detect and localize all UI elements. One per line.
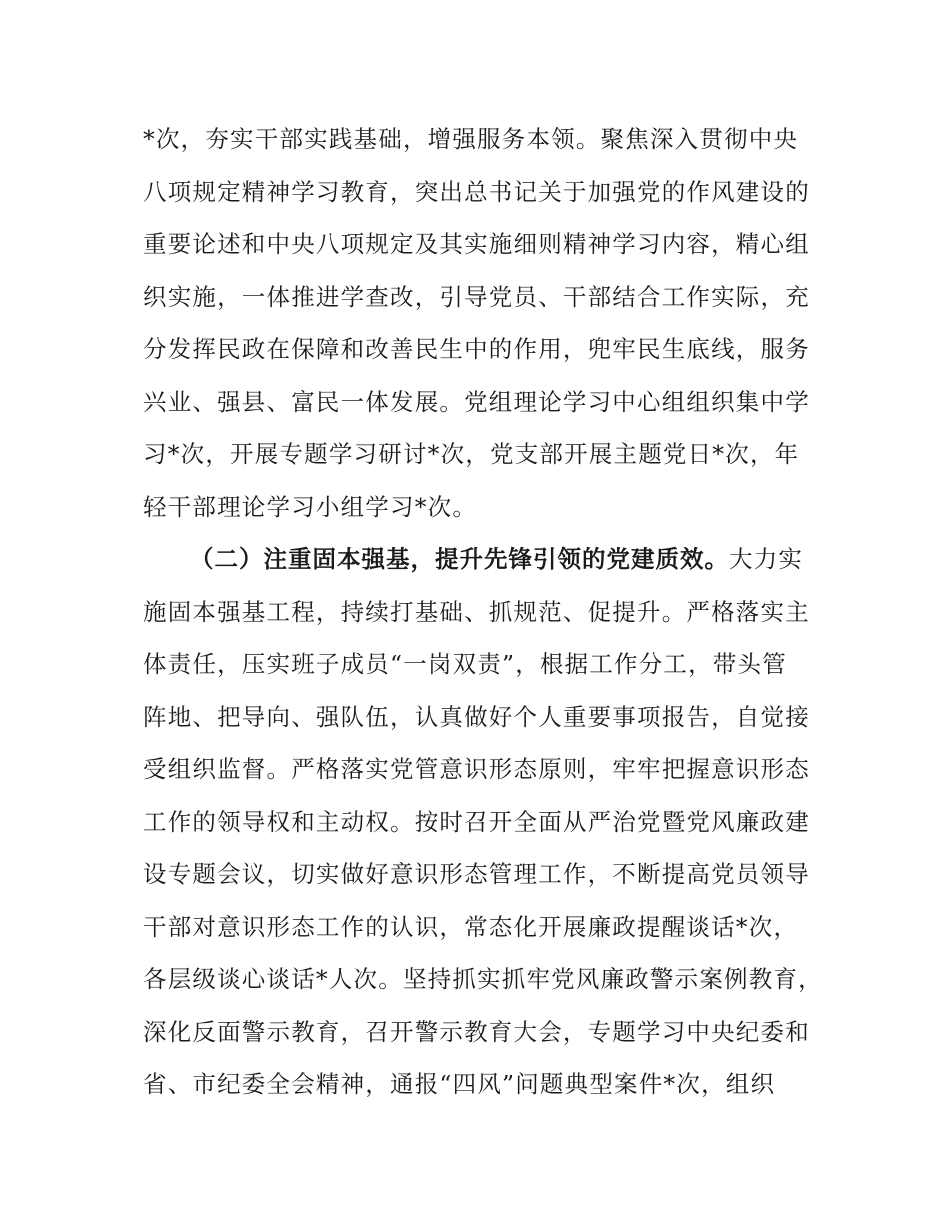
text-line: 省、市纪委全会精神，通报“四风”问题典型案件*次，组织 (143, 1070, 776, 1098)
text-line: 阵地、把导向、强队伍，认真做好个人重要事项报告，自觉接 (143, 702, 810, 731)
text-line: 八项规定精神学习教育，突出总书记关于加强党的作风建设的 (143, 177, 810, 206)
text-line: 工作的领导权和主动权。按时召开全面从严治党暨党风廉政建 (143, 807, 810, 836)
text-line: 分发挥民政在保障和改善民生中的作用，兜牢民生底线，服务 (143, 335, 810, 363)
text-line: 施固本强基工程，持续打基础、抓规范、促提升。严格落实主 (143, 597, 810, 626)
heading-line-rest: 大力实 (729, 545, 804, 573)
text-line: 受组织监督。严格落实党管意识形态原则，牢牢把握意识形态 (143, 755, 810, 783)
text-line: 重要论述和中央八项规定及其实施细则精神学习内容，精心组 (143, 230, 810, 258)
text-line: 兴业、强县、富民一体发展。党组理论学习中心组组织集中学 (143, 387, 810, 416)
section-heading-line (143, 533, 823, 586)
text-line: 轻干部理论学习小组学习*次。 (143, 492, 478, 521)
text-line: 习*次，开展专题学习研讨*次，党支部开展主题党日*次，年 (143, 440, 800, 468)
text-line: 深化反面警示教育，召开警示教育大会，专题学习中央纪委和 (143, 1017, 810, 1046)
text-line: 各层级谈心谈话*人次。坚持抓实抓牢党风廉政警示案例教育， (143, 965, 823, 993)
text-line: 体责任，压实班子成员“一岗双责”，根据工作分工，带头管 (143, 650, 787, 678)
section-heading: （二）注重固本强基，提升先锋引领的党建质效。 (190, 545, 729, 573)
text-line: 织实施，一体推进学查改，引导党员、干部结合工作实际，充 (143, 282, 810, 311)
text-line: *次，夯实干部实践基础，增强服务本领。聚焦深入贯彻中央 (143, 125, 799, 153)
paragraph-continuation (143, 113, 823, 533)
paragraph-section-two (143, 533, 823, 1111)
text-line: 设专题会议，切实做好意识形态管理工作，不断提高党员领导 (143, 860, 810, 888)
text-line: 干部对意识形态工作的认识，常态化开展廉政提醒谈话*次， (143, 912, 799, 941)
